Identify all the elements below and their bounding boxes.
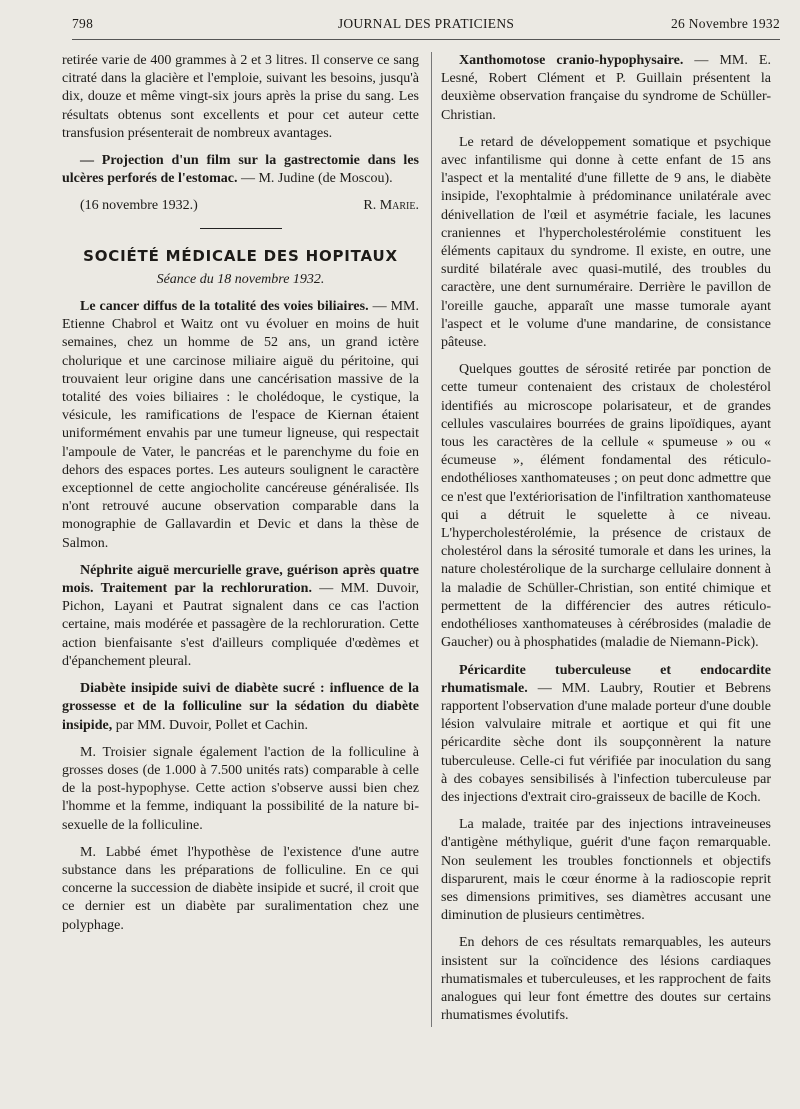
article-xanthomatose-p3: Quelques gouttes de sérosité retirée par ponction de cette tumeur contenaient des cristaux de cholestérol identifiés au microscope polarisateur, et de grandes cellules vasculaires bourrées de grains lipoïdiques, ayant tous les caractères de la cellule « spumeuse » ou « écumeuse », élément fondamental des réticulo-endothélioses xanthomateuses ; on peut donc admettre que ce n'est que l'extériorisation de l'infiltration xanthomateuse qui a détruit le squelette à ce niveau. L'hypercholestérolémie, la présence de cristaux de cholestérol dans la sérosité tumorale et dans les urines, la nature cholestérolique de la surcharge cellulaire donnent à la maladie de Schüller-Christian, son entité chimique et permettent de la différencier des autres réticulo-endothélioses xanthomateuses à cérébrosides (maladie de Gaucher) ou à phosphatides (maladie de Niemann-Pick). bbox=[441, 362, 771, 651]
article-pericardite-p2: La malade, traitée par des injections intraveineuses d'antigène méthylique, guérit d'une façon remarquable. Non seulement les troubles fonctionnels et objectifs disparurent, mais le cœur énorme à la radioscopie reprit ses dimensions primitives, ses diamètres accusant une diminution de plusieurs centimètres. bbox=[441, 817, 771, 924]
article-pericardite-p3: En dehors de ces résultats remarquables, les auteurs insistent sur la coïncidence des lésions cardiaques rhumatismales et tuberculeuses, et les rapprochent de faits analogues qui leur font émettre des doutes sur certains rhumatismes évolutifs. bbox=[441, 935, 771, 1024]
header-rule bbox=[72, 39, 780, 40]
signature-line bbox=[62, 197, 419, 215]
transfusion-paragraph: retirée varie de 400 grammes à 2 et 3 litres. Il conserve ce sang citraté dans la glacière et l'emploie, suivant les besoins, jusqu'à dix, douze et même vingt-six jours après la prise du sang. Les résultats obtenus sont excellents et pour cet auteur cette transfusion présenterait de nombreux avantages. bbox=[62, 53, 419, 141]
article-xanthomatose-authors: — MM. E. Lesné, Robert Clément et P. Guillain présentent la deuxième observation française du syndrome de Schüller-Christian. bbox=[441, 53, 771, 123]
film-authors: — M. Judine (de Moscou). bbox=[237, 171, 393, 187]
running-header bbox=[72, 16, 780, 38]
signature-date: (16 novembre 1932.) bbox=[80, 198, 198, 214]
section-separator bbox=[200, 228, 282, 229]
article-diabete-troisier: M. Troisier signale également l'action de la folliculine à grosses doses (de 1.000 à 7.500 unités rats) comparable à celle de la post-hypophyse. Cette action s'observe aussi bien chez l'homme et la femme, indiquant la possibilité de la nature bi-sexuelle de la folliculine. bbox=[62, 744, 419, 833]
article-xanthomatose-p2: Le retard de développement somatique et psychique avec infantilisme qui donne à cette enfant de 15 ans l'aspect et la mentalité d'une fillette de 9 ans, le diabète insipide, l'exophtalmie à prédominance unilatérale avec dénivellation de l'œil et asymétrie faciale, les lacunes craniennes et l'hypercholestérolémie constituent les éléments capitaux du syndrome. Il existe, en outre, une surdité bilatérale avec quasi-mutilé, des troubles du caractère, une dent surnuméraire. Derrière le pavillon de l'oreille gauche, apparaît une masse tumorale ayant l'aspect et le volume d'une mandarine, de consistance pâteuse. bbox=[441, 134, 771, 351]
article-xanthomatose-title: Xanthomotose cranio-hypophysaire. bbox=[459, 53, 684, 68]
article-cancer-biliaire bbox=[62, 298, 419, 553]
page-number: 798 bbox=[72, 16, 94, 31]
film-paragraph bbox=[62, 152, 419, 188]
article-nephrite-text: — MM. Duvoir, Pichon, Layani et Pautrat signalent dans ce cas l'action certaine, mais modérée et passagère de la rechloruration. Cette action bienfaisante s'est d'ailleurs compliquée d'œdèmes et d'épanchement pleural. bbox=[62, 581, 419, 669]
article-pericardite-text: — MM. Laubry, Routier et Bebrens rapportent l'observation d'une malade porteur d'une double lésion valvulaire mitrale et aortique et qui fit une péricardite sèche dont ils soupçonnèrent la nature tuberculeuse. Celle-ci fut vérifiée par inoculation du sang à des cobayes sensibilisés à l'infection tuberculeuse par des injections d'extrait ciro-graisseux de bacille de Koch. bbox=[441, 680, 771, 805]
seance-line bbox=[62, 271, 419, 289]
issue-date: 26 Novembre 1932 bbox=[670, 16, 780, 31]
article-pericardite-title: Péricardite tuberculeuse et endocardite rhumatismale. bbox=[441, 662, 771, 696]
film-title: — Projection d'un film sur la gastrectomie dans les ulcères perforés de l'estomac. bbox=[62, 153, 419, 187]
seance-date: 18 novembre 1932. bbox=[217, 271, 325, 287]
left-column bbox=[62, 52, 419, 935]
article-diabete-authors: par MM. Duvoir, Pollet et Cachin. bbox=[112, 717, 309, 733]
article-cancer-title: Le cancer diffus de la totalité des voies biliaires. bbox=[80, 299, 369, 315]
article-diabete-title: Diabète insipide suivi de diabète sucré : influence de la grossesse et de la folliculine sur la sédation du diabète insipide, bbox=[62, 681, 419, 733]
article-diabete bbox=[62, 680, 419, 735]
seance-label: Séance du bbox=[156, 271, 214, 287]
journal-title: JOURNAL DES PRATICIENS bbox=[337, 16, 515, 31]
article-pericardite bbox=[441, 662, 771, 808]
article-cancer-text: — MM. Etienne Chabrol et Waitz ont vu évoluer en moins de huit semaines, chez un homme de 52 ans, un grand ictère cholurique et une carcinose miliaire aiguë du péritoine, qui trouvaient leur origine dans une cancérisation massive de la totalité des voies biliaires : le cholédoque, le cystique, la vésicule, les ramifications de l'espace de Kiernan étaient uniformément envahis par une tumeur ligneuse, qui respectait l'ampoule de Vater, le pancréas et le parenchyme du foie en dehors des espaces portes. Les auteurs soulignent le caractère exceptionnel de cette angiocholite cancéreuse généralisée. Ils n'ont retrouvé aucune observation comparable dans la monographie de Gallavardin et Devic et dans la thèse de Salmon. bbox=[62, 299, 419, 551]
article-nephrite-title: Néphrite aiguë mercurielle grave, guérison après quatre mois. Traitement par la rechloruration. bbox=[62, 562, 419, 597]
signature-name: R. Marie. bbox=[363, 198, 419, 214]
column-divider bbox=[431, 52, 432, 1027]
article-nephrite bbox=[62, 562, 419, 671]
right-column bbox=[441, 52, 771, 1025]
article-xanthomatose bbox=[441, 52, 771, 125]
society-heading: SOCIÉTÉ MÉDICALE DES HOPITAUX bbox=[83, 246, 398, 265]
article-diabete-labbe: M. Labbé émet l'hypothèse de l'existence d'une autre substance dans les préparations de folliculine. En ce qui concerne la succession de diabète insipide et sucré, il croit que ce dernier est un diabète par suralimentation chez une polyphage. bbox=[62, 844, 419, 933]
